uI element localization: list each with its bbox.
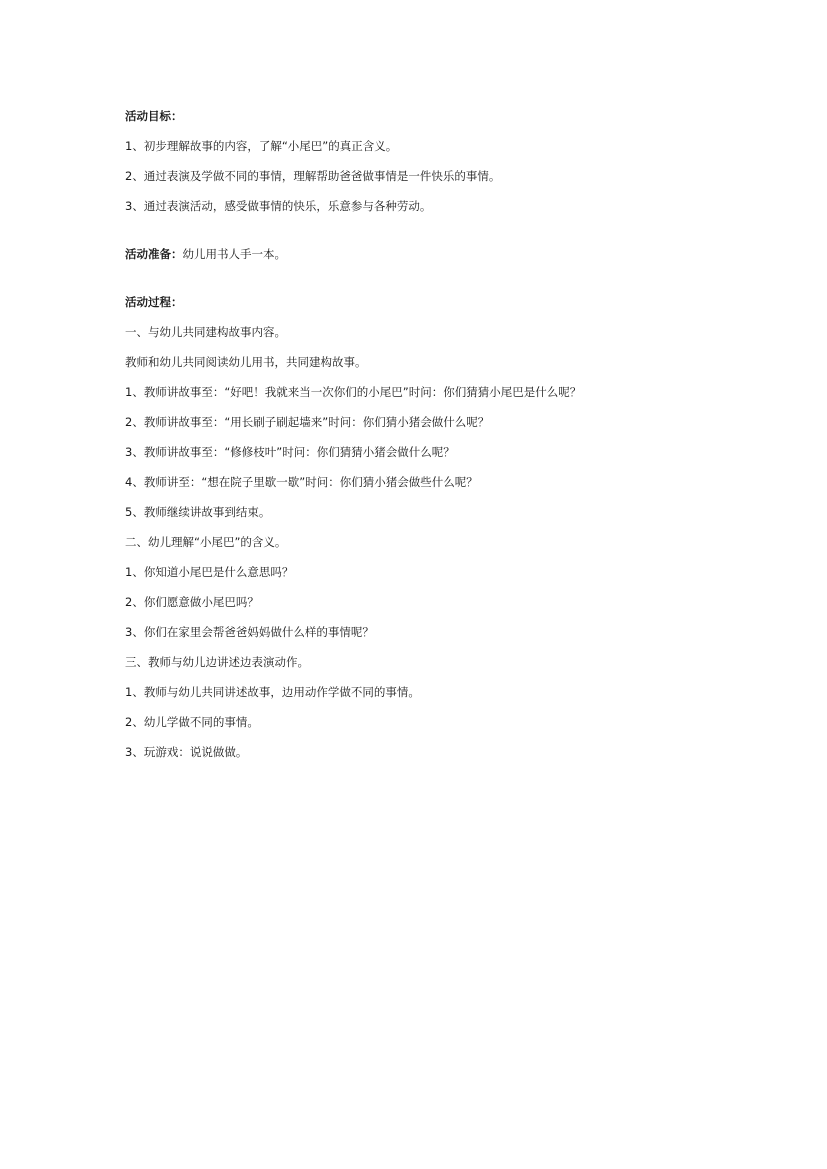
process-item: 2、教师讲故事至：“用长刷子刷起墙来”时问：你们猜小猪会做什么呢？ [125, 415, 490, 429]
goal-item: 1、初步理解故事的内容，了解“小尾巴”的真正含义。 [125, 139, 398, 153]
process-item: 3、玩游戏：说说做做。 [125, 745, 248, 759]
process-section-title: 三、教师与幼儿边讲述边表演动作。 [125, 655, 309, 669]
process-heading: 活动过程： [125, 295, 183, 309]
process-item: 1、教师与幼儿共同讲述故事，边用动作学做不同的事情。 [125, 685, 420, 699]
process-item: 5、教师继续讲故事到结束。 [125, 505, 271, 519]
goal-item: 2、通过表演及学做不同的事情，理解帮助爸爸做事情是一件快乐的事情。 [125, 169, 501, 183]
preparation-line [125, 246, 805, 262]
spacer [125, 276, 805, 294]
process-item: 4、教师讲至：“想在院子里歇一歇”时问：你们猜小猪会做些什么呢？ [125, 475, 478, 489]
process-item: 2、幼儿学做不同的事情。 [125, 715, 259, 729]
process-item: 教师和幼儿共同阅读幼儿用书，共同建构故事。 [125, 355, 367, 369]
process-item: 1、你知道小尾巴是什么意思吗？ [125, 565, 294, 579]
process-item: 3、你们在家里会帮爸爸妈妈做什么样的事情呢？ [125, 625, 374, 639]
preparation-text: 幼儿用书人手一本。 [182, 247, 286, 261]
process-item: 2、你们愿意做小尾巴吗？ [125, 595, 259, 609]
preparation-label: 活动准备： [125, 247, 183, 261]
goal-item: 3、通过表演活动，感受做事情的快乐，乐意参与各种劳动。 [125, 199, 432, 213]
goals-heading: 活动目标： [125, 109, 183, 123]
process-item: 3、教师讲故事至：“修修枝叶”时问：你们猜猜小猪会做什么呢？ [125, 445, 455, 459]
process-section-title: 一、与幼儿共同建构故事内容。 [125, 325, 286, 339]
process-section-title: 二、幼儿理解“小尾巴”的含义。 [125, 535, 287, 549]
process-item: 1、教师讲故事至：“好吧！我就来当一次你们的小尾巴”时问：你们猜猜小尾巴是什么呢？ [125, 385, 582, 399]
spacer [125, 228, 805, 246]
document-body [125, 108, 805, 774]
